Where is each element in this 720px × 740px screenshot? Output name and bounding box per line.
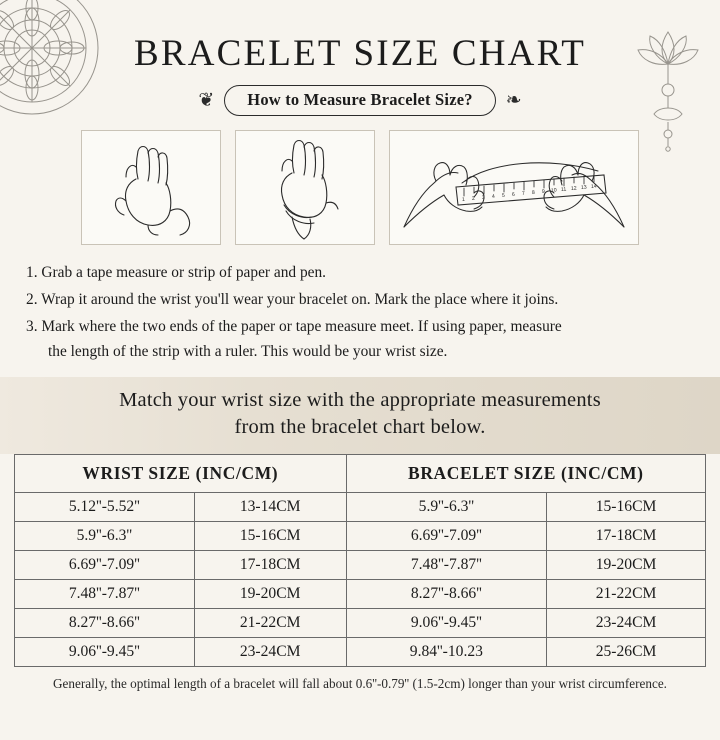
cell-bracelet-cm: 23-24CM [547,609,706,638]
svg-text:7: 7 [521,190,526,197]
cell-wrist-inch: 8.27''-8.66'' [15,609,195,638]
subheading-row [0,85,720,116]
table-header-row [15,455,706,493]
cell-bracelet-cm: 17-18CM [547,522,706,551]
step-text: Grab a tape measure or strip of paper and pen. [41,264,327,281]
cell-bracelet-cm: 25-26CM [547,638,706,667]
svg-text:2: 2 [471,195,476,202]
step-text: Mark where the two ends of the paper or tape measure meet. If using paper, measure [41,317,562,335]
cell-wrist-inch: 9.06''-9.45'' [15,638,195,667]
cell-wrist-inch: 5.12''-5.52'' [15,493,195,522]
cell-bracelet-cm: 21-22CM [547,580,706,609]
cell-bracelet-cm: 19-20CM [547,551,706,580]
svg-text:3: 3 [481,194,486,201]
svg-text:5: 5 [501,192,506,199]
cell-wrist-inch: 7.48''-7.87'' [15,580,195,609]
svg-text:1: 1 [461,196,466,203]
cell-wrist-inch: 5.9''-6.3'' [15,522,195,551]
illustration-row [0,130,720,245]
cell-bracelet-inch: 8.27''-8.66'' [346,580,546,609]
cell-bracelet-cm: 15-16CM [547,493,706,522]
hand-wrapping-tape-illustration [235,130,375,245]
list-item [26,315,694,365]
list-item [26,288,694,313]
svg-text:14: 14 [590,183,597,190]
cell-bracelet-inch: 5.9''-6.3'' [346,493,546,522]
instructions-list [26,261,694,365]
size-table [14,454,706,667]
table-row [15,609,706,638]
svg-text:12: 12 [570,185,577,192]
cell-wrist-cm: 13-14CM [194,493,346,522]
svg-text:4: 4 [491,193,496,200]
table-row [15,638,706,667]
hands-measuring-with-ruler-illustration [389,130,639,245]
cell-wrist-cm: 19-20CM [194,580,346,609]
cell-bracelet-inch: 9.84''-10.23 [346,638,546,667]
cell-wrist-cm: 21-22CM [194,609,346,638]
table-row [15,493,706,522]
flourish-right-icon: ❧ [505,90,522,111]
header-bracelet-size: BRACELET SIZE (INC/CM) [346,455,705,493]
table-row [15,580,706,609]
svg-text:6: 6 [511,191,516,198]
step-number: 1. [26,264,38,281]
svg-text:8: 8 [531,189,536,196]
svg-text:13: 13 [580,184,587,191]
step-text: Wrap it around the wrist you'll wear your bracelet on. Mark the place where it joins. [41,290,559,308]
cell-bracelet-inch: 7.48''-7.87'' [346,551,546,580]
cell-wrist-cm: 15-16CM [194,522,346,551]
match-banner [0,377,720,454]
cell-bracelet-inch: 6.69''-7.09'' [346,522,546,551]
flourish-left-icon: ❦ [198,90,215,111]
page-title: BRACELET SIZE CHART [133,33,587,74]
svg-text:11: 11 [560,186,567,193]
footnote: Generally, the optimal length of a bracelet will fall about 0.6''-0.79'' (1.5-2cm) longer than your wrist circumference. [53,676,667,692]
svg-text:9: 9 [541,188,546,195]
subheading-pill: How to Measure Bracelet Size? [224,85,495,116]
header-wrist-size: WRIST SIZE (INC/CM) [15,455,347,493]
cell-wrist-cm: 23-24CM [194,638,346,667]
svg-text:10: 10 [550,187,557,194]
step-text-continuation: the length of the strip with a ruler. This would be your wrist size. [48,342,448,360]
step-number: 3. [26,317,38,335]
cell-bracelet-inch: 9.06''-9.45'' [346,609,546,638]
cell-wrist-cm: 17-18CM [194,551,346,580]
step-number: 2. [26,290,38,308]
banner-line-1: Match your wrist size with the appropriate measurements [119,388,601,411]
table-row [15,522,706,551]
cell-wrist-inch: 6.69''-7.09'' [15,551,195,580]
banner-line-2: from the bracelet chart below. [234,416,486,439]
list-item [26,261,694,286]
table-row [15,551,706,580]
hand-with-tape-illustration [81,130,221,245]
